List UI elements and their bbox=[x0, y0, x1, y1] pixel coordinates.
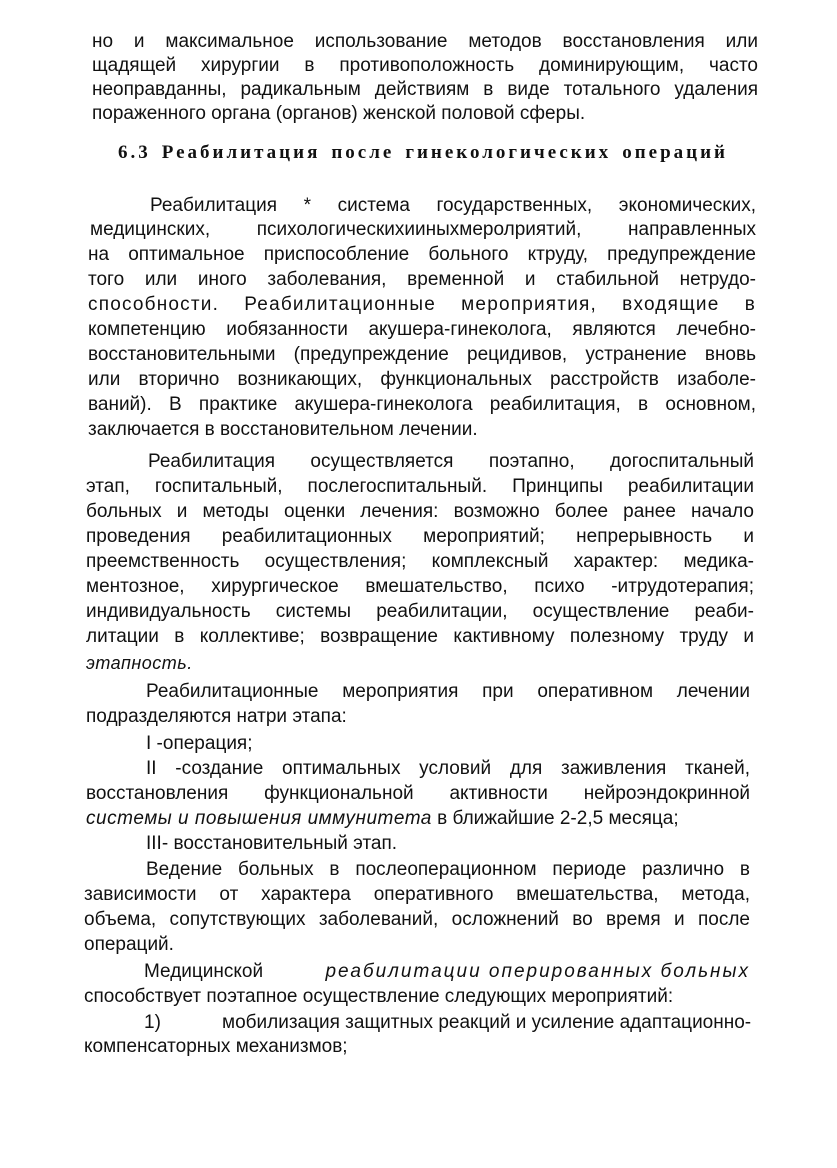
paragraph-line-italic: этапность. bbox=[86, 653, 193, 673]
paragraph-line: литации в коллективе; возвращение кактивному полезному труду и bbox=[86, 626, 754, 647]
intro-line: щадящей хирургии в противоположность доминирующим, часто bbox=[92, 55, 758, 76]
paragraph-line: ваний). В практике акушера-гинеколога реабилитация, в основном, bbox=[88, 394, 756, 415]
paragraph-line: проведения реабилитационных мероприятий; непрерывность и bbox=[86, 526, 754, 547]
paragraph-line: преемственность осуществления; комплексный характер: медика- bbox=[86, 551, 754, 572]
plain-phrase: Медицинской bbox=[144, 961, 264, 982]
paragraph-line: зависимости от характера оперативного вмешательства, метода, bbox=[84, 884, 750, 905]
stage-item: II -создание оптимальных условий для заживления тканей, bbox=[146, 758, 750, 779]
intro-line: неоправданны, радикальным действиям в виде тотального удаления bbox=[92, 79, 758, 100]
intro-line: пораженного органа (органов) женской половой сферы. bbox=[92, 103, 586, 124]
list-item-text: мобилизация защитных реакций и усиление адаптационно- bbox=[222, 1012, 752, 1033]
plain-phrase: в ближайшие 2-2,5 месяца; bbox=[431, 808, 679, 829]
list-item-continuation: компенсаторных механизмов; bbox=[84, 1036, 348, 1057]
paragraph-line: на оптимальное приспособление больного ктруду, предупреждение bbox=[88, 244, 756, 265]
stage-item-last-line bbox=[86, 807, 679, 831]
stage-item: I -операция; bbox=[146, 733, 253, 754]
paragraph-line: больных и методы оценки лечения: возможно более ранее начало bbox=[86, 501, 754, 522]
paragraph-line: операций. bbox=[84, 934, 174, 955]
paragraph-line-mixed bbox=[144, 960, 750, 984]
paragraph-line: этап, госпитальный, послегоспитальный. Принципы реабилитации bbox=[86, 476, 754, 497]
paragraph-line: заключается в восстановительном лечении. bbox=[88, 419, 478, 440]
stage-item: III- восстановительный этап. bbox=[146, 833, 398, 854]
paragraph-line: медицинских, психологическихииныхмеролриятий, направленных bbox=[90, 219, 756, 240]
paragraph-line: восстановительными (предупреждение рецидивов, устранение вновь bbox=[88, 344, 756, 365]
list-item-number: 1) bbox=[144, 1012, 161, 1033]
paragraph-line: или вторично возникающих, функциональных расстройств изаболе- bbox=[88, 369, 756, 390]
paragraph-line: компетенцию иобязанности акушера-гинеколога, являются лечебно- bbox=[88, 319, 756, 340]
section-heading: 6.3 Реабилитация после гинекологических операций bbox=[118, 142, 728, 163]
italic-phrase: системы и повышения иммунитета bbox=[86, 808, 432, 829]
paragraph-line: того или иного заболевания, временной и стабильной нетрудо- bbox=[88, 269, 756, 290]
paragraph-line: Реабилитация осуществляется поэтапно, догоспитальный bbox=[148, 451, 754, 472]
paragraph-line: способности. Реабилитационные мероприятия, входящие в bbox=[88, 294, 756, 315]
paragraph-line: индивидуальность системы реабилитации, осуществление реаби- bbox=[86, 601, 754, 622]
intro-line: но и максимальное использование методов восстановления или bbox=[92, 31, 758, 52]
paragraph-line: ментозное, хирургическое вмешательство, психо -итрудотерапия; bbox=[86, 576, 754, 597]
paragraph-line: подразделяются натри этапа: bbox=[86, 706, 347, 727]
paragraph-line: способствует поэтапное осуществление следующих мероприятий: bbox=[84, 986, 674, 1007]
stage-item: восстановления функциональной активности нейроэндокринной bbox=[86, 783, 750, 804]
italic-phrase: реабилитации оперированных больных bbox=[325, 961, 750, 982]
paragraph-line: Ведение больных в послеоперационном периоде различно в bbox=[146, 859, 750, 880]
paragraph-line: объема, сопутствующих заболеваний, осложнений во время и после bbox=[84, 909, 750, 930]
paragraph-line: Реабилитация * система государственных, экономических, bbox=[150, 195, 756, 216]
paragraph-line: Реабилитационные мероприятия при оперативном лечении bbox=[146, 681, 750, 702]
